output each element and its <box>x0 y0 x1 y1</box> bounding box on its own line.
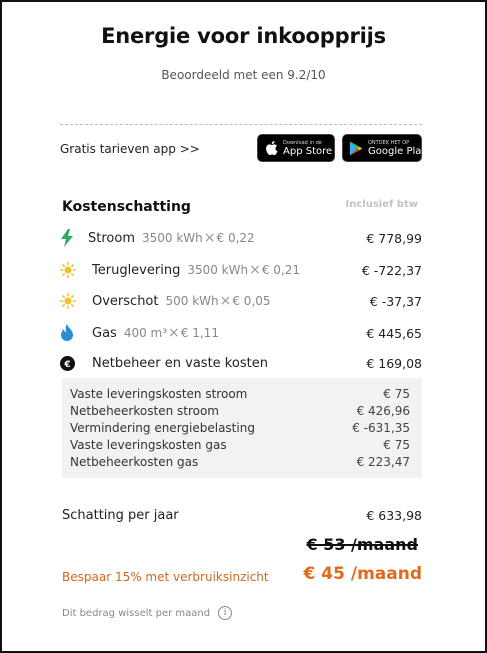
cost-row-gas <box>60 322 422 344</box>
breakdown-row: Netbeheerkosten gas € 223,47 <box>70 455 410 469</box>
breakdown-row: Vaste leveringskosten gas € 75 <box>70 438 410 452</box>
cost-label: Gas <box>92 325 117 341</box>
cost-value: € -722,37 <box>361 262 422 278</box>
new-monthly-price: € 45 /maand <box>303 564 422 584</box>
cost-row-stroom <box>60 227 422 249</box>
euro-icon <box>60 356 75 371</box>
apple-big-text: App Store <box>283 145 333 157</box>
cost-value: € -37,37 <box>369 293 422 309</box>
cost-detail: 3500 kWh×€ 0,21 <box>187 262 301 278</box>
rating-text: Beoordeeld met een 9.2/10 <box>161 68 326 82</box>
google-small-text: ONTDEK HET OP <box>368 139 410 146</box>
cost-label: Netbeheer en vaste kosten <box>92 355 268 371</box>
footnote-text: Dit bedrag wisselt per maand <box>62 607 211 619</box>
flame-icon <box>60 324 74 342</box>
google-play-icon <box>349 141 363 156</box>
cost-row-netbeheer <box>60 352 422 374</box>
cost-detail: 400 m³×€ 1,11 <box>123 325 219 341</box>
lightning-icon <box>60 229 74 247</box>
cost-row-overschot <box>60 290 422 312</box>
app-link-text[interactable]: Gratis tarieven app >> <box>60 142 200 156</box>
sun-icon <box>60 262 76 278</box>
breakdown-row: Vermindering energiebelasting € -631,35 <box>70 421 410 435</box>
cost-value: € 445,65 <box>366 325 422 341</box>
cost-breakdown-box <box>62 378 422 478</box>
app-download-row <box>60 134 428 162</box>
app-store-button[interactable] <box>257 134 335 162</box>
svg-text:€: € <box>64 359 71 370</box>
google-big-text: Google Play <box>368 145 428 157</box>
cost-detail: 500 kWh×€ 0,05 <box>165 293 271 309</box>
sun-icon <box>60 293 76 309</box>
page-title: Energie voor inkoopprijs <box>101 24 386 48</box>
savings-text: Bespaar 15% met verbruiksinzicht <box>62 570 269 584</box>
info-icon[interactable]: i <box>218 606 232 620</box>
yearly-value: € 633,98 <box>366 508 422 523</box>
yearly-estimate-row <box>62 508 422 523</box>
cost-detail: 3500 kWh×€ 0,22 <box>141 230 255 246</box>
breakdown-row: Netbeheerkosten stroom € 426,96 <box>70 404 410 418</box>
google-play-button[interactable] <box>342 134 428 162</box>
yearly-label: Schatting per jaar <box>62 508 179 523</box>
old-monthly-price: € 53 /maand <box>306 535 418 554</box>
cost-label: Teruglevering <box>92 262 181 278</box>
apple-icon <box>264 140 278 156</box>
footnote <box>62 606 232 620</box>
vat-note: Inclusief btw <box>345 199 418 210</box>
cost-row-teruglevering <box>60 259 422 281</box>
breakdown-row: Vaste leveringskosten stroom € 75 <box>70 387 410 401</box>
cost-value: € 778,99 <box>366 230 422 246</box>
apple-small-text: Download in de <box>283 139 322 146</box>
cost-estimate-title: Kostenschatting <box>62 199 191 215</box>
cost-label: Stroom <box>88 230 135 246</box>
divider <box>60 124 422 125</box>
cost-label: Overschot <box>92 293 159 309</box>
cost-value: € 169,08 <box>366 355 422 371</box>
